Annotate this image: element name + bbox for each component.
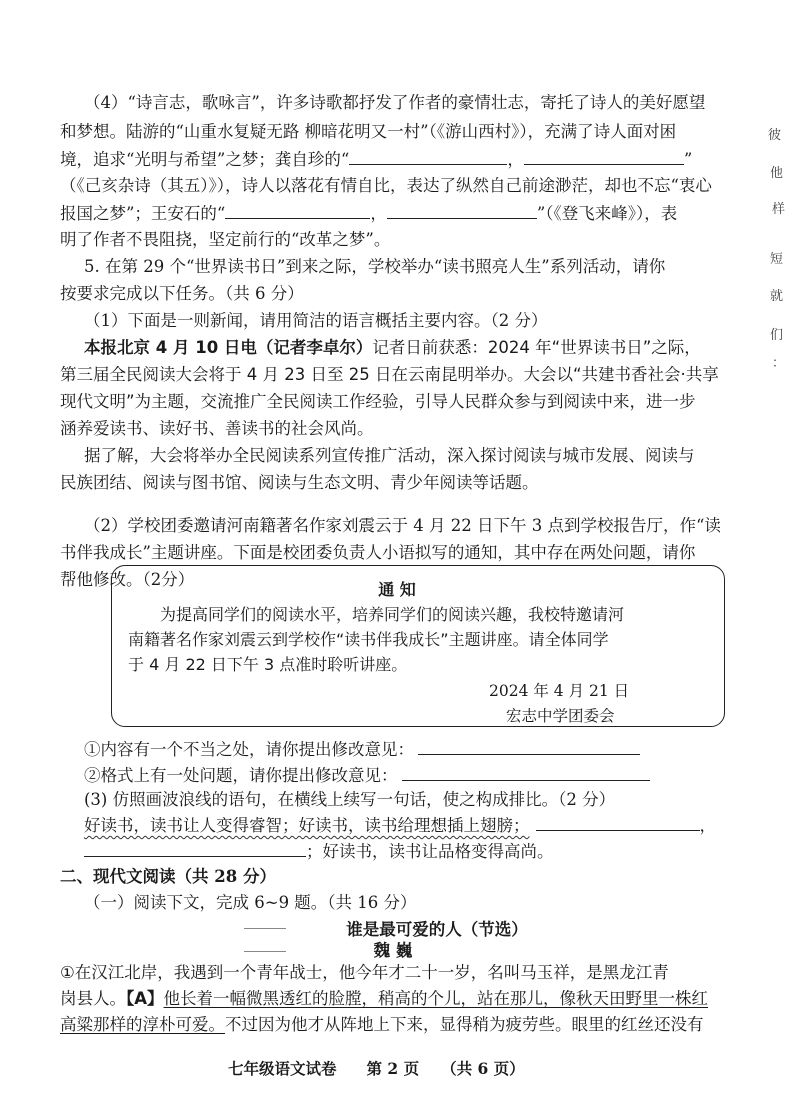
answer-blank[interactable] bbox=[418, 738, 640, 755]
underlined-sentence: 高粱那样的淳朴可爱。 bbox=[60, 1015, 225, 1034]
q5-part2-line-3: 帮他修改。（2分） bbox=[60, 570, 195, 589]
wavy-sentence: 好读书，读书让人变得睿智；好读书，读书给理想插上翅膀； bbox=[84, 816, 530, 835]
answer-blank[interactable] bbox=[349, 148, 507, 165]
answer-blank[interactable] bbox=[225, 202, 370, 219]
footer-total: （共 6 页） bbox=[441, 1059, 525, 1078]
parallel-line-2 bbox=[84, 840, 554, 863]
q4-line-3 bbox=[60, 148, 692, 171]
comma: ， bbox=[699, 816, 716, 835]
margin-mark: 彼 bbox=[768, 128, 782, 143]
fix-2-label: ②格式上有一处问题，请你提出修改意见： bbox=[84, 766, 398, 785]
notice-title: 通 知 bbox=[378, 580, 416, 599]
q4-line-5 bbox=[60, 202, 677, 225]
answer-blank[interactable] bbox=[387, 202, 537, 219]
article-title: 谁是最可爱的人（节选） bbox=[346, 920, 528, 939]
q4-text: ， bbox=[507, 150, 524, 169]
q4-line-2: 和梦想。陆游的“山重水复疑无路 柳暗花明又一村”（《游山西村》），充满了诗人面对困 bbox=[60, 122, 677, 141]
section-2-sub: （一）阅读下文，完成 6~9 题。（共 16 分） bbox=[84, 893, 417, 912]
q4-text: 报国之梦”；王安石的“ bbox=[60, 204, 226, 223]
parallel-line-1 bbox=[84, 814, 716, 837]
para-1-line-1: ①在汉江北岸，我遇到一个青年战士，他今年才二十一岁，名叫马玉祥，是黑龙江青 bbox=[60, 963, 669, 982]
fix-1 bbox=[84, 738, 640, 761]
q4-line-6: 明了作者不畏阻挠，坚定前行的“改革之梦”。 bbox=[60, 230, 391, 249]
q4-text: ”（《登飞来峰》），表 bbox=[536, 204, 678, 223]
answer-blank[interactable] bbox=[536, 814, 700, 831]
margin-mark: 短 bbox=[770, 252, 784, 267]
fix-1-label: ①内容有一个不当之处，请你提出修改意见： bbox=[84, 740, 414, 759]
margin-mark: 他 bbox=[770, 166, 784, 181]
q4-line-4: （《己亥杂诗（其五）》），诗人以落花有情自比，表达了纵然自己前途渺茫，却也不忘“衷心 bbox=[60, 176, 712, 195]
news-line-5: 据了解，大会将举办全民阅读系列宣传推广活动，深入探讨阅读与城市发展、阅读与 bbox=[84, 446, 695, 465]
parallel-end: ；好读书，读书让品格变得高尚。 bbox=[306, 842, 554, 861]
q4-line-1: （4）“诗言志，歌咏言”，许多诗歌都抒发了作者的豪情壮志，寄托了诗人的美好愿望 bbox=[84, 93, 706, 112]
q4-text: ” bbox=[683, 150, 693, 169]
para-text: 不过因为他才从阵地上下来，显得稍为疲劳些。眼里的红丝还没有 bbox=[225, 1015, 704, 1034]
notice-org: 宏志中学团委会 bbox=[506, 707, 615, 725]
news-line-2: 第三届全民阅读大会将于 4 月 23 日至 25 日在云南昆明举办。大会以“共建书香社会·共享 bbox=[60, 365, 719, 384]
margin-mark: ： bbox=[772, 356, 786, 371]
news-line-3: 现代文明”为主题，交流推广全民阅读工作经验，引导人民群众参与到阅读中来，进一步 bbox=[60, 392, 696, 411]
news-line-4: 涵养爱读书、读好书、善读书的社会风尚。 bbox=[60, 419, 374, 438]
notice-body-3: 于 4 月 22 日下午 3 点准时聆听讲座。 bbox=[128, 655, 408, 674]
margin-mark: 样 bbox=[772, 202, 786, 217]
article-author: 魏 巍 bbox=[373, 941, 413, 960]
news-dateline: 本报北京 4 月 10 日电（记者李卓尔） bbox=[84, 338, 373, 357]
q5-line-1: 5. 在第 29 个“世界读书日”到来之际，学校举办“读书照亮人生”系列活动，请你 bbox=[84, 257, 666, 276]
footer-exam: 七年级语文试卷 bbox=[228, 1059, 337, 1078]
q5-part2-line-2: 书伴我成长”主题讲座。下面是校团委负责人小语拟写的通知，其中存在两处问题，请你 bbox=[60, 543, 696, 562]
q5-line-2: 按要求完成以下任务。（共 6 分） bbox=[60, 284, 304, 303]
footer bbox=[228, 1058, 525, 1080]
q4-text: ， bbox=[370, 204, 387, 223]
margin-mark: 就 bbox=[770, 289, 784, 304]
answer-blank[interactable] bbox=[84, 840, 306, 857]
answer-blank[interactable] bbox=[524, 148, 684, 165]
notice-body-1: 为提高同学们的阅读水平，培养同学们的阅读兴趣，我校特邀请河 bbox=[160, 605, 625, 624]
para-1-line-3 bbox=[60, 1014, 704, 1036]
margin-mark: 们 bbox=[770, 328, 784, 343]
q5-part3: (3) 仿照画波浪线的语句，在横线上续写一句话，使之构成排比。（2 分） bbox=[84, 790, 616, 809]
q5-part1: （1）下面是一则新闻，请用简洁的语言概括主要内容。（2 分） bbox=[84, 311, 548, 330]
news-line-1 bbox=[84, 337, 701, 359]
notice-date: 2024 年 4 月 21 日 bbox=[489, 682, 630, 700]
q5-part2-line-1: （2）学校团委邀请河南籍著名作家刘震云于 4 月 22 日下午 3 点到学校报告厅，作“读 bbox=[84, 516, 721, 535]
news-line-6: 民族团结、阅读与图书馆、阅读与生态文明、青少年阅读等话题。 bbox=[60, 473, 539, 492]
section-2-heading: 二、现代文阅读（共 28 分） bbox=[60, 867, 276, 886]
news-text: 记者日前获悉：2024 年“世界读书日”之际， bbox=[372, 338, 701, 357]
para-text: 岗县人。 bbox=[60, 989, 126, 1008]
marker-a: 【A】 bbox=[126, 989, 164, 1008]
fix-2 bbox=[84, 764, 650, 787]
para-1-line-2 bbox=[60, 988, 708, 1010]
q4-text: 境，追求“光明与希望”之梦；龚自珍的“ bbox=[60, 150, 350, 169]
footer-page: 第 2 页 bbox=[366, 1059, 420, 1078]
underlined-sentence: 他长着一幅微黑透红的脸膛，稍高的个儿，站在那儿，像秋天田野里一株红 bbox=[163, 989, 709, 1008]
answer-blank[interactable] bbox=[402, 764, 650, 781]
notice-body-2: 南籍著名作家刘震云到学校作“读书伴我成长”主题讲座。请全体同学 bbox=[128, 630, 609, 649]
